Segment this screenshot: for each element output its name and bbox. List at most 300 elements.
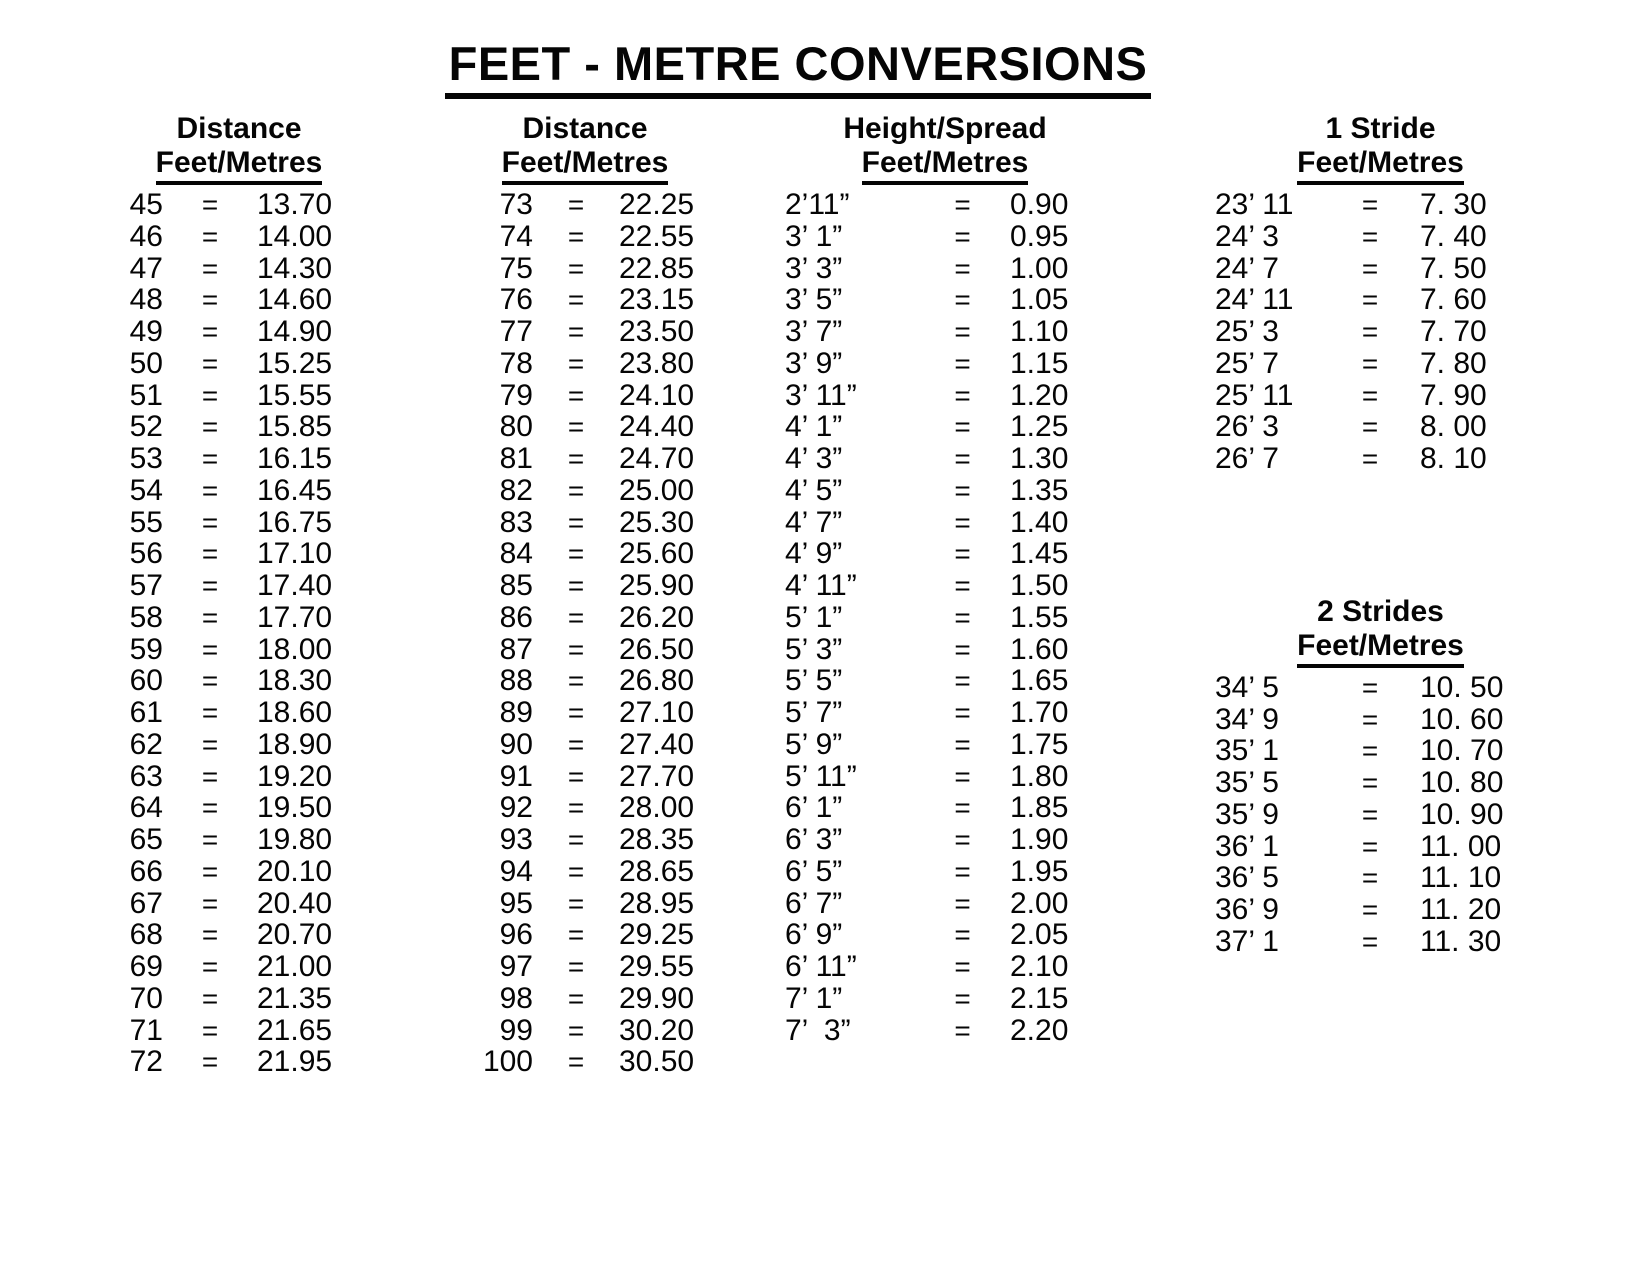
column-subheading-line bbox=[805, 146, 1085, 185]
feet-value: 84 bbox=[499, 537, 533, 571]
feet-value: 77 bbox=[499, 315, 533, 348]
equals-sign: = bbox=[954, 760, 971, 792]
metres-value: 7. 70 bbox=[1420, 315, 1487, 348]
column-distance-45-72 bbox=[100, 112, 333, 1079]
equals-sign: = bbox=[567, 284, 585, 316]
metres-value: 16.45 bbox=[257, 473, 333, 507]
equals-sign: = bbox=[201, 633, 219, 665]
conversion-row bbox=[1215, 284, 1500, 316]
equals-sign: = bbox=[567, 1046, 585, 1078]
equals-sign: = bbox=[567, 824, 585, 855]
feet-value: 51 bbox=[129, 378, 163, 412]
equals-sign: = bbox=[567, 697, 585, 728]
metres-value: 2.05 bbox=[1010, 918, 1069, 952]
conversion-row bbox=[440, 791, 695, 825]
feet-value: 94 bbox=[499, 854, 533, 888]
column-heading: 2 Strides bbox=[1317, 594, 1444, 628]
column-header bbox=[1238, 112, 1523, 185]
conversion-row bbox=[100, 219, 333, 253]
metres-value: 1.05 bbox=[1010, 283, 1069, 317]
equals-sign: = bbox=[567, 919, 585, 951]
metres-value: 1.85 bbox=[1010, 791, 1069, 825]
conversion-row bbox=[785, 791, 1069, 825]
conversion-row bbox=[440, 664, 695, 698]
conversion-row bbox=[100, 632, 333, 666]
conversion-row bbox=[100, 1013, 333, 1047]
conversion-row bbox=[785, 632, 1069, 666]
metres-value: 27.10 bbox=[619, 696, 695, 729]
equals-sign: = bbox=[1361, 735, 1379, 767]
conversion-row bbox=[785, 346, 1069, 380]
column-header bbox=[1238, 595, 1523, 668]
conversion-row bbox=[785, 188, 1069, 221]
equals-sign: = bbox=[567, 443, 585, 474]
feet-value: 26’ 3 bbox=[1215, 410, 1279, 444]
conversion-row bbox=[785, 886, 1069, 920]
conversion-row bbox=[100, 537, 333, 571]
column-height-spread bbox=[785, 112, 1069, 1047]
feet-value: 45 bbox=[129, 188, 163, 221]
equals-sign: = bbox=[1361, 220, 1379, 252]
feet-value: 36’ 5 bbox=[1215, 861, 1279, 895]
conversion-row bbox=[440, 188, 695, 221]
metres-value: 25.90 bbox=[619, 569, 695, 602]
feet-value: 71 bbox=[129, 1013, 163, 1047]
metres-value: 20.10 bbox=[257, 854, 333, 888]
equals-sign: = bbox=[567, 506, 585, 538]
feet-value: 5’ 11” bbox=[785, 759, 857, 793]
feet-value: 25’ 7 bbox=[1215, 346, 1279, 380]
conversion-row bbox=[785, 537, 1069, 571]
equals-sign: = bbox=[954, 347, 971, 379]
conversion-row bbox=[1215, 348, 1500, 380]
conversion-row bbox=[1215, 189, 1500, 221]
feet-value: 62 bbox=[129, 727, 163, 761]
feet-value: 37’ 1 bbox=[1215, 924, 1279, 958]
conversion-row bbox=[785, 918, 1069, 952]
feet-value: 6’ 1” bbox=[785, 791, 843, 825]
metres-value: 23.50 bbox=[619, 315, 695, 348]
equals-sign: = bbox=[201, 379, 219, 411]
equals-sign: = bbox=[954, 506, 971, 538]
conversion-row bbox=[100, 188, 333, 221]
conversion-row bbox=[1215, 411, 1500, 443]
feet-value: 68 bbox=[129, 918, 163, 952]
equals-sign: = bbox=[1361, 894, 1379, 925]
equals-sign: = bbox=[1361, 347, 1379, 379]
conversion-row bbox=[440, 537, 695, 571]
conversion-row bbox=[785, 410, 1069, 444]
conversion-row bbox=[100, 505, 333, 539]
conversion-row bbox=[100, 727, 333, 761]
feet-value: 78 bbox=[499, 346, 533, 380]
conversion-row bbox=[440, 378, 695, 412]
metres-value: 10. 50 bbox=[1420, 670, 1504, 704]
feet-value: 6’ 5” bbox=[785, 854, 843, 888]
column-strides bbox=[1215, 112, 1504, 958]
metres-value: 2.00 bbox=[1010, 886, 1069, 920]
conversion-row bbox=[100, 886, 333, 920]
metres-value: 21.00 bbox=[257, 950, 333, 983]
feet-value: 46 bbox=[129, 219, 163, 253]
equals-sign: = bbox=[201, 474, 219, 506]
feet-value: 35’ 1 bbox=[1215, 734, 1279, 768]
conversion-row bbox=[1215, 734, 1504, 768]
metres-value: 1.80 bbox=[1010, 759, 1069, 793]
feet-value: 3’ 5” bbox=[785, 283, 843, 317]
feet-value: 3’ 1” bbox=[785, 219, 843, 253]
metres-value: 29.90 bbox=[619, 981, 695, 1015]
equals-sign: = bbox=[1361, 767, 1379, 798]
page-title: FEET - METRE CONVERSIONS bbox=[445, 38, 1152, 99]
equals-sign: = bbox=[567, 220, 585, 252]
metres-value: 29.25 bbox=[619, 918, 695, 952]
feet-value: 85 bbox=[499, 569, 533, 602]
equals-sign: = bbox=[201, 538, 219, 570]
equals-sign: = bbox=[1361, 703, 1379, 735]
equals-sign: = bbox=[954, 792, 971, 824]
conversion-row bbox=[785, 759, 1069, 793]
conversion-row bbox=[440, 251, 695, 285]
metres-value: 8. 00 bbox=[1420, 410, 1487, 444]
equals-sign: = bbox=[1361, 862, 1379, 894]
feet-value: 25’ 3 bbox=[1215, 315, 1279, 348]
metres-value: 7. 90 bbox=[1420, 378, 1487, 412]
feet-value: 5’ 9” bbox=[785, 727, 843, 761]
conversion-row bbox=[440, 410, 695, 444]
conversion-row bbox=[785, 378, 1069, 412]
equals-sign: = bbox=[954, 982, 971, 1014]
conversion-row bbox=[100, 346, 333, 380]
metres-value: 19.20 bbox=[257, 759, 333, 793]
equals-sign: = bbox=[1361, 252, 1379, 284]
metres-value: 29.55 bbox=[619, 950, 695, 983]
conversion-row bbox=[1215, 221, 1500, 253]
feet-value: 61 bbox=[129, 696, 163, 729]
equals-sign: = bbox=[567, 951, 585, 982]
conversion-row bbox=[785, 283, 1069, 317]
column-heading: Distance bbox=[522, 112, 648, 145]
feet-value: 83 bbox=[499, 505, 533, 539]
equals-sign: = bbox=[1361, 925, 1379, 957]
conversion-row bbox=[785, 854, 1069, 888]
conversion-row bbox=[100, 823, 333, 856]
feet-value: 6’ 3” bbox=[785, 823, 843, 856]
metres-value: 17.40 bbox=[257, 569, 333, 602]
conversion-row bbox=[100, 378, 333, 412]
metres-value: 25.00 bbox=[619, 473, 695, 507]
feet-value: 4’ 1” bbox=[785, 410, 843, 444]
feet-value: 5’ 1” bbox=[785, 600, 843, 634]
metres-value: 1.50 bbox=[1010, 569, 1069, 602]
section-gap bbox=[1215, 475, 1500, 595]
metres-value: 7. 80 bbox=[1420, 346, 1487, 380]
feet-value: 3’ 7” bbox=[785, 315, 843, 348]
metres-value: 28.00 bbox=[619, 791, 695, 825]
conversion-row bbox=[100, 600, 333, 634]
metres-value: 1.35 bbox=[1010, 473, 1069, 507]
metres-value: 7. 50 bbox=[1420, 251, 1487, 285]
equals-sign: = bbox=[567, 316, 585, 347]
metres-value: 20.40 bbox=[257, 886, 333, 920]
feet-value: 6’ 7” bbox=[785, 886, 843, 920]
metres-value: 25.30 bbox=[619, 505, 695, 539]
feet-value: 3’ 9” bbox=[785, 346, 843, 380]
feet-value: 89 bbox=[499, 696, 533, 729]
equals-sign: = bbox=[954, 443, 971, 474]
metres-value: 1.70 bbox=[1010, 696, 1069, 729]
feet-value: 7’ 1” bbox=[785, 981, 843, 1015]
conversion-row bbox=[100, 854, 333, 888]
conversion-row bbox=[1215, 443, 1500, 475]
metres-value: 11. 20 bbox=[1420, 893, 1502, 926]
equals-sign: = bbox=[201, 887, 219, 919]
conversion-row bbox=[440, 1013, 695, 1047]
equals-sign: = bbox=[1361, 443, 1379, 474]
metres-value: 14.60 bbox=[257, 283, 333, 317]
conversion-row bbox=[440, 886, 695, 920]
feet-value: 34’ 5 bbox=[1215, 670, 1279, 704]
feet-value: 93 bbox=[499, 823, 533, 856]
metres-value: 0.90 bbox=[1010, 188, 1069, 221]
equals-sign: = bbox=[567, 379, 585, 411]
metres-value: 28.95 bbox=[619, 886, 695, 920]
metres-value: 1.25 bbox=[1010, 410, 1069, 444]
metres-value: 7. 60 bbox=[1420, 283, 1487, 317]
conversion-row bbox=[440, 727, 695, 761]
conversion-row bbox=[785, 600, 1069, 634]
conversion-row bbox=[440, 346, 695, 380]
metres-value: 10. 60 bbox=[1420, 702, 1504, 736]
metres-value: 7. 40 bbox=[1420, 219, 1487, 253]
feet-value: 70 bbox=[129, 981, 163, 1015]
metres-value: 30.50 bbox=[619, 1045, 695, 1079]
feet-value: 73 bbox=[499, 188, 533, 221]
feet-value: 72 bbox=[129, 1045, 163, 1079]
column-subheading-line bbox=[124, 146, 354, 185]
equals-sign: = bbox=[201, 1014, 219, 1046]
equals-sign: = bbox=[201, 252, 219, 284]
conversion-row bbox=[440, 569, 695, 602]
metres-value: 10. 80 bbox=[1420, 766, 1504, 799]
metres-value: 11. 30 bbox=[1420, 924, 1502, 958]
equals-sign: = bbox=[201, 284, 219, 316]
feet-value: 86 bbox=[499, 600, 533, 634]
conversion-row bbox=[440, 854, 695, 888]
feet-value: 63 bbox=[129, 759, 163, 793]
feet-value: 57 bbox=[129, 569, 163, 602]
metres-value: 16.75 bbox=[257, 505, 333, 539]
conversion-row bbox=[785, 505, 1069, 539]
conversion-row bbox=[440, 600, 695, 634]
conversion-row bbox=[100, 251, 333, 285]
feet-value: 55 bbox=[129, 505, 163, 539]
metres-value: 25.60 bbox=[619, 537, 695, 571]
equals-sign: = bbox=[567, 538, 585, 570]
metres-value: 1.40 bbox=[1010, 505, 1069, 539]
conversion-row bbox=[440, 473, 695, 507]
conversion-row bbox=[440, 981, 695, 1015]
column-subheading: Feet/Metres bbox=[1297, 146, 1464, 185]
equals-sign: = bbox=[954, 601, 971, 633]
metres-value: 14.30 bbox=[257, 251, 333, 285]
equals-sign: = bbox=[1361, 284, 1379, 316]
equals-sign: = bbox=[954, 1014, 971, 1046]
metres-value: 1.15 bbox=[1010, 346, 1069, 380]
conversion-row bbox=[440, 315, 695, 348]
feet-value: 47 bbox=[129, 251, 163, 285]
equals-sign: = bbox=[201, 189, 219, 220]
feet-value: 76 bbox=[499, 283, 533, 317]
equals-sign: = bbox=[201, 220, 219, 252]
feet-value: 35’ 9 bbox=[1215, 797, 1279, 831]
conversion-row bbox=[1215, 380, 1500, 412]
feet-value: 58 bbox=[129, 600, 163, 634]
column-subheading: Feet/Metres bbox=[1297, 629, 1464, 668]
conversion-row bbox=[785, 981, 1069, 1015]
feet-value: 79 bbox=[499, 378, 533, 412]
conversion-row bbox=[1215, 316, 1500, 348]
feet-value: 88 bbox=[499, 664, 533, 698]
equals-sign: = bbox=[567, 887, 585, 919]
equals-sign: = bbox=[1361, 379, 1379, 411]
feet-value: 74 bbox=[499, 219, 533, 253]
equals-sign: = bbox=[201, 919, 219, 951]
column-heading: Height/Spread bbox=[843, 112, 1047, 145]
equals-sign: = bbox=[567, 570, 585, 601]
equals-sign: = bbox=[954, 474, 971, 506]
metres-value: 23.80 bbox=[619, 346, 695, 380]
conversion-row bbox=[440, 918, 695, 952]
equals-sign: = bbox=[567, 601, 585, 633]
equals-sign: = bbox=[567, 474, 585, 506]
equals-sign: = bbox=[954, 570, 971, 601]
conversion-row bbox=[1215, 797, 1504, 831]
feet-value: 56 bbox=[129, 537, 163, 571]
column-subheading-line bbox=[1238, 146, 1523, 185]
equals-sign: = bbox=[954, 697, 971, 728]
metres-value: 2.15 bbox=[1010, 981, 1069, 1015]
metres-value: 14.00 bbox=[257, 219, 333, 253]
equals-sign: = bbox=[954, 284, 971, 316]
equals-sign: = bbox=[954, 665, 971, 697]
equals-sign: = bbox=[567, 411, 585, 443]
feet-value: 4’ 7” bbox=[785, 505, 843, 539]
metres-value: 8. 10 bbox=[1420, 442, 1487, 475]
metres-value: 21.95 bbox=[257, 1045, 333, 1079]
metres-value: 1.95 bbox=[1010, 854, 1069, 888]
conversion-row bbox=[100, 1045, 333, 1079]
feet-value: 26’ 7 bbox=[1215, 442, 1279, 475]
metres-value: 1.45 bbox=[1010, 537, 1069, 571]
feet-value: 2’11” bbox=[785, 188, 850, 221]
equals-sign: = bbox=[1361, 316, 1379, 347]
feet-value: 36’ 1 bbox=[1215, 829, 1279, 863]
conversion-row bbox=[440, 283, 695, 317]
conversion-row bbox=[440, 442, 695, 475]
metres-value: 19.50 bbox=[257, 791, 333, 825]
equals-sign: = bbox=[201, 665, 219, 697]
feet-value: 53 bbox=[129, 442, 163, 475]
conversion-row bbox=[100, 664, 333, 698]
feet-value: 59 bbox=[129, 632, 163, 666]
feet-value: 3’ 3” bbox=[785, 251, 843, 285]
feet-value: 92 bbox=[499, 791, 533, 825]
equals-sign: = bbox=[954, 189, 971, 220]
feet-value: 100 bbox=[482, 1045, 533, 1079]
feet-value: 90 bbox=[499, 727, 533, 761]
equals-sign: = bbox=[954, 919, 971, 951]
equals-sign: = bbox=[954, 824, 971, 855]
conversion-row bbox=[1215, 702, 1504, 736]
metres-value: 18.00 bbox=[257, 632, 333, 666]
metres-value: 26.50 bbox=[619, 632, 695, 666]
feet-value: 54 bbox=[129, 473, 163, 507]
feet-value: 48 bbox=[129, 283, 163, 317]
feet-value: 75 bbox=[499, 251, 533, 285]
conversion-row bbox=[1215, 831, 1500, 863]
equals-sign: = bbox=[567, 760, 585, 792]
equals-sign: = bbox=[201, 411, 219, 443]
feet-value: 24’ 7 bbox=[1215, 251, 1279, 285]
feet-value: 3’ 11” bbox=[785, 378, 857, 412]
column-header bbox=[124, 112, 354, 185]
metres-value: 21.35 bbox=[257, 981, 333, 1015]
equals-sign: = bbox=[567, 728, 585, 760]
conversion-row bbox=[440, 1045, 695, 1079]
equals-sign: = bbox=[201, 792, 219, 824]
conversion-row bbox=[440, 950, 695, 983]
column-header bbox=[805, 112, 1085, 185]
conversion-row bbox=[1215, 253, 1500, 285]
metres-value: 1.90 bbox=[1010, 823, 1069, 856]
feet-value: 95 bbox=[499, 886, 533, 920]
equals-sign: = bbox=[201, 982, 219, 1014]
metres-value: 22.25 bbox=[619, 188, 695, 221]
conversion-row bbox=[785, 473, 1069, 507]
equals-sign: = bbox=[201, 1046, 219, 1078]
conversion-row bbox=[100, 696, 333, 729]
equals-sign: = bbox=[954, 316, 971, 347]
equals-sign: = bbox=[567, 665, 585, 697]
metres-value: 26.20 bbox=[619, 600, 695, 634]
conversion-row bbox=[100, 759, 333, 793]
metres-value: 11. 00 bbox=[1420, 829, 1502, 863]
metres-value: 15.85 bbox=[257, 410, 333, 444]
feet-value: 66 bbox=[129, 854, 163, 888]
equals-sign: = bbox=[567, 189, 585, 220]
feet-value: 5’ 7” bbox=[785, 696, 843, 729]
metres-value: 18.90 bbox=[257, 727, 333, 761]
column-heading: 1 Stride bbox=[1325, 112, 1436, 145]
feet-value: 4’ 3” bbox=[785, 442, 843, 475]
conversion-row bbox=[440, 505, 695, 539]
feet-value: 5’ 5” bbox=[785, 664, 843, 698]
conversion-row bbox=[785, 569, 1069, 602]
equals-sign: = bbox=[567, 855, 585, 887]
equals-sign: = bbox=[201, 570, 219, 601]
metres-value: 1.60 bbox=[1010, 632, 1069, 666]
feet-value: 5’ 3” bbox=[785, 632, 843, 666]
column-subheading: Feet/Metres bbox=[156, 146, 323, 185]
equals-sign: = bbox=[201, 697, 219, 728]
column-subheading: Feet/Metres bbox=[502, 146, 669, 185]
feet-value: 36’ 9 bbox=[1215, 893, 1279, 926]
metres-value: 18.60 bbox=[257, 696, 333, 729]
feet-value: 91 bbox=[499, 759, 533, 793]
feet-value: 24’ 3 bbox=[1215, 219, 1279, 253]
metres-value: 22.85 bbox=[619, 251, 695, 285]
